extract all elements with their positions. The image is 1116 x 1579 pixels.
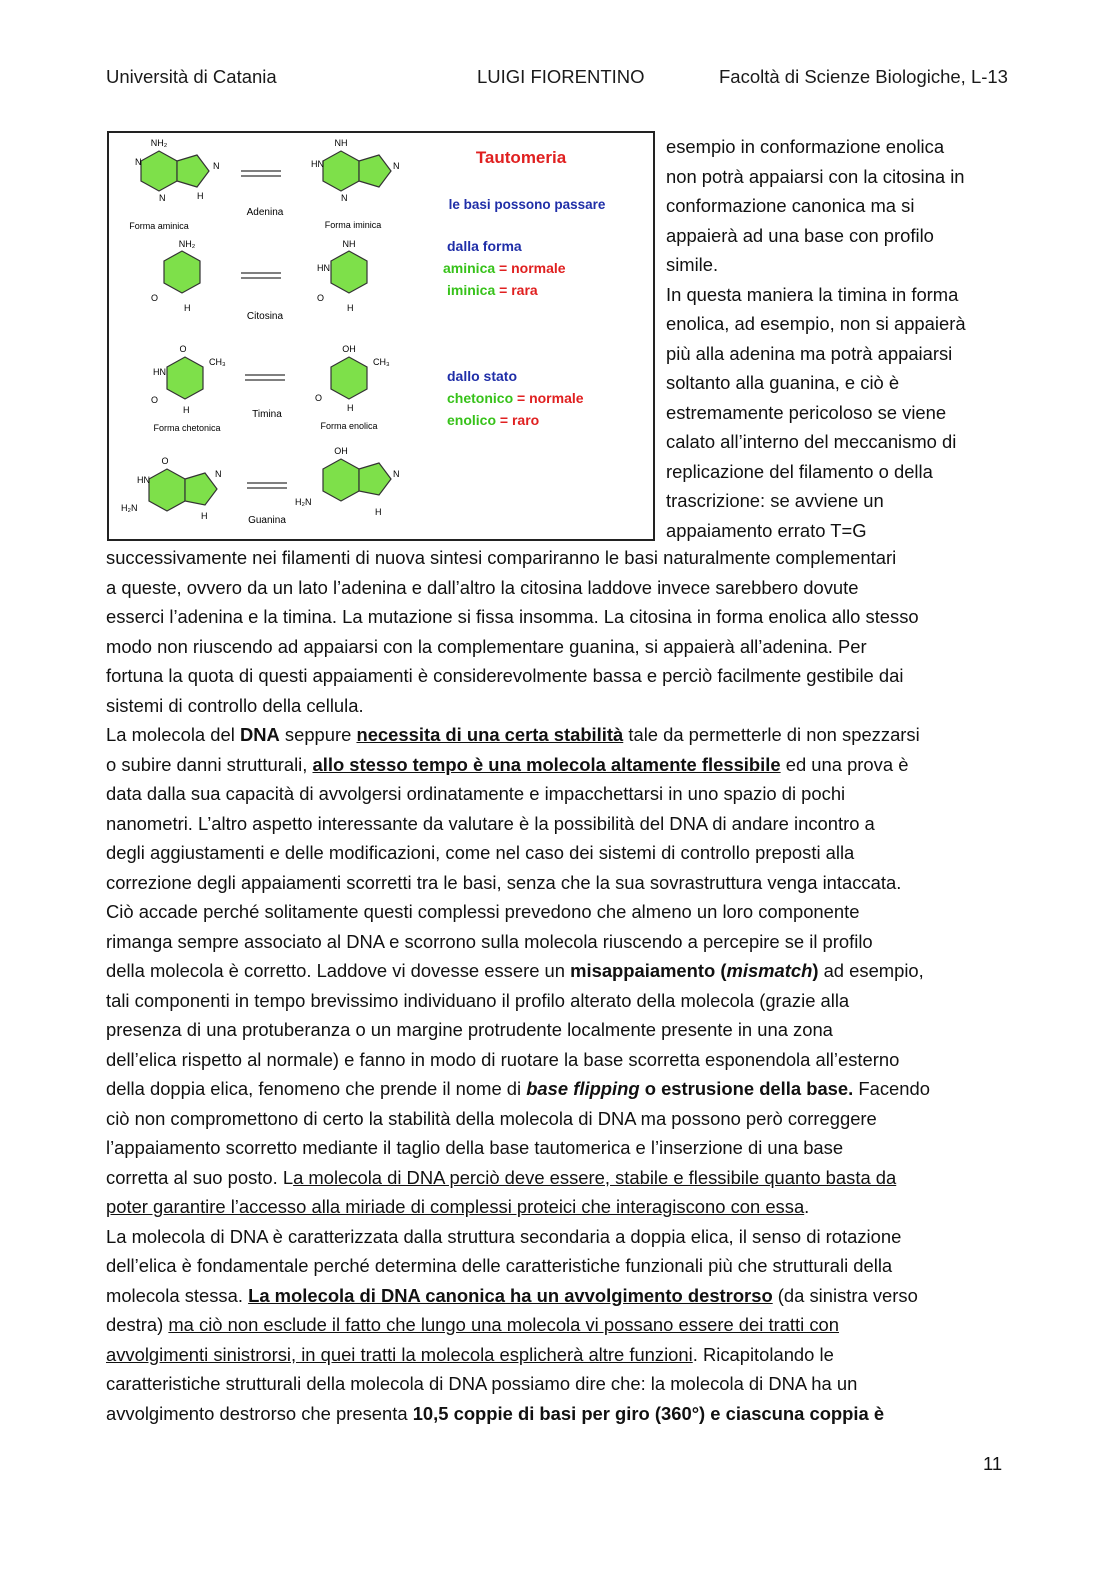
text-line: tali componenti in tempo brevissimo individuano il profilo alterato della molecola (grazie alla: [106, 989, 850, 1011]
text-line: l’appaiamento scorretto mediante il taglio della base tautomerica e l’inserzione di una base: [106, 1137, 844, 1158]
text-line: presenza di una protuberanza o un margine protrudente localmente presente in una zona: [106, 1019, 833, 1040]
text-line: La molecola del DNA seppure necessita di una certa stabilità tale da permetterle di non spezzarsi: [106, 724, 920, 745]
text-line: fortuna la quota di questi appaiamenti è considerevolmente bassa e perciò facilmente gestibile dai: [106, 665, 904, 686]
text-line: rimanga sempre associato al DNA e scorrono sulla molecola riuscendo a percepire se il profilo: [106, 930, 873, 952]
text-line: La molecola di DNA è caratterizzata dalla struttura secondaria a doppia elica, il senso di rotazione: [106, 1225, 902, 1247]
text-line: dell’elica è fondamentale perché determina delle caratteristiche funzionali più che strutturali della: [106, 1255, 893, 1276]
text-line: In questa maniera la timina in forma: [666, 283, 959, 305]
text-line: trascrizione: se avviene un: [666, 490, 884, 511]
svg-text:H₂N: H₂N: [121, 503, 138, 513]
forma-aminica-label: Forma aminica: [129, 221, 189, 231]
svg-text:N: N: [135, 157, 142, 167]
text-line: replicazione del filamento o della: [666, 460, 933, 482]
base-timina: Timina: [252, 409, 282, 420]
text-line: appaiamento errato T=G: [666, 519, 867, 541]
cytosine-amino-structure: [151, 239, 200, 313]
svg-text:CH₃: CH₃: [209, 357, 226, 367]
form-block-line2: aminica = normale: [443, 260, 566, 276]
text-line: della molecola è corretto. Laddove vi dovesse essere un misappaiamento (mismatch) ad esempio,: [106, 960, 924, 981]
svg-text:N: N: [159, 193, 166, 203]
svg-text:N: N: [215, 469, 222, 479]
thymine-enol-structure: [315, 344, 390, 413]
equilibrium-arrow: [245, 375, 285, 380]
svg-text:H: H: [347, 403, 354, 413]
svg-text:N: N: [341, 193, 348, 203]
text-line: dell’elica rispetto al normale) e fanno in modo di ruotare la base scorretta esponendola all’esterno: [106, 1048, 900, 1070]
text-line: della doppia elica, fenomeno che prende il nome di base flipping o estrusione della base. Facendo: [106, 1078, 930, 1099]
svg-text:H: H: [183, 405, 190, 415]
text-line: modo non riuscendo ad appaiarsi con la complementare guanina, si appaierà all’adenina. Per: [106, 635, 867, 657]
base-citosina: Citosina: [246, 311, 284, 322]
text-line: simile.: [666, 254, 719, 275]
base-guanina: Guanina: [248, 515, 286, 526]
paragraph-3: [106, 1222, 1011, 1429]
paragraph-2: [106, 720, 1011, 1222]
svg-text:N: N: [393, 469, 400, 479]
forma-enolica-label: Forma enolica: [320, 421, 378, 431]
atom-label: NH₂: [150, 138, 168, 148]
text-line: degli aggiustamenti e delle modificazioni, come nel caso dei sistemi di controllo preposti alla: [106, 842, 855, 863]
text-line: più alla adenina ma potrà appaiarsi: [666, 342, 953, 364]
header-university: Università di Catania: [106, 66, 277, 87]
state-block-line2: chetonico = normale: [447, 390, 584, 406]
base-adenina: Adenina: [246, 207, 284, 218]
svg-text:OH: OH: [342, 344, 356, 354]
text-line: avvolgimenti sinistrorsi, in quei tratti la molecola esplicherà altre funzioni. Ricapitolando le: [106, 1343, 834, 1365]
svg-text:HN: HN: [153, 367, 166, 377]
adenine-imino-structure: [311, 138, 400, 203]
paragraph-1: [106, 543, 1011, 720]
svg-text:N: N: [393, 161, 400, 171]
text-line: soltanto alla guanina, e ciò è: [666, 372, 900, 393]
svg-text:H: H: [184, 303, 191, 313]
text-line: o subire danni strutturali, allo stesso tempo è una molecola altamente flessibile ed una prova è: [106, 753, 909, 775]
form-block-line3: iminica = rara: [447, 282, 538, 298]
tautomeria-figure: [107, 131, 655, 541]
equilibrium-arrow: [247, 483, 287, 488]
figure-subtitle: le basi possono passare: [448, 197, 606, 212]
text-line: correzione degli appaiamenti scorretti tra le basi, senza che la sua sovrastruttura venga intaccata.: [106, 871, 902, 893]
svg-text:O: O: [179, 344, 187, 354]
svg-text:NH₂: NH₂: [178, 239, 196, 249]
svg-text:O: O: [151, 293, 159, 303]
svg-text:O: O: [151, 395, 159, 405]
svg-text:HN: HN: [311, 159, 324, 169]
body-text: [106, 543, 1011, 1428]
page-number: 11: [983, 1453, 1003, 1474]
cytosine-imino-structure: [317, 239, 367, 313]
text-line: calato all’interno del meccanismo di: [666, 431, 957, 452]
text-line: caratteristiche strutturali della molecola di DNA possiamo dire che: la molecola di DNA ha un: [106, 1373, 858, 1394]
text-line: estremamente pericoloso se viene: [666, 401, 947, 423]
svg-text:HN: HN: [317, 263, 330, 273]
text-line: ciò non compromettono di certo la stabilità della molecola di DNA ma possono però correggere: [106, 1107, 877, 1129]
guanine-enol-structure: [295, 446, 400, 517]
thymine-keto-structure: [151, 344, 226, 415]
svg-text:NH: NH: [334, 138, 348, 148]
svg-text:H₂N: H₂N: [295, 497, 312, 507]
svg-text:H: H: [375, 507, 382, 517]
text-line: successivamente nei filamenti di nuova sintesi compariranno le basi naturalmente complementari: [106, 547, 897, 568]
text-line: data dalla sua capacità di avvolgersi ordinatamente e impacchettarsi in uno spazio di pochi: [106, 783, 846, 804]
svg-text:H: H: [197, 191, 204, 201]
side-column-text: [666, 132, 1011, 545]
svg-text:O: O: [161, 456, 169, 466]
text-line: destra) ma ciò non esclude il fatto che lungo una molecola vi possano essere dei tratti con: [106, 1314, 839, 1335]
text-line: a queste, ovvero da un lato l’adenina e dall’altro la citosina laddove invece sarebbero dovute: [106, 576, 859, 598]
forma-iminica-label: Forma iminica: [324, 220, 382, 230]
svg-text:OH: OH: [334, 446, 348, 456]
adenine-amino-structure: [135, 138, 220, 203]
svg-text:N: N: [213, 161, 220, 171]
svg-text:O: O: [315, 393, 323, 403]
svg-text:O: O: [317, 293, 325, 303]
svg-text:H: H: [347, 303, 354, 313]
text-line: conformazione canonica ma si: [666, 195, 915, 216]
equilibrium-arrow: [241, 171, 281, 176]
text-line: appaierà ad una base con profilo: [666, 224, 934, 246]
header-faculty: Facoltà di Scienze Biologiche, L-13: [719, 66, 1008, 87]
text-line: corretta al suo posto. La molecola di DNA perciò deve essere, stabile e flessibile quanto basta da: [106, 1166, 897, 1188]
text-line: esserci l’adenina e la timina. La mutazione si fissa insomma. La citosina in forma enolica allo stesso: [106, 606, 919, 627]
header-author: LUIGI FIORENTINO: [477, 66, 645, 87]
svg-text:H: H: [201, 511, 208, 521]
text-line: Ciò accade perché solitamente questi complessi prevedono che almeno un loro componente: [106, 901, 860, 922]
tautomeria-diagram: [109, 133, 653, 539]
svg-text:CH₃: CH₃: [373, 357, 390, 367]
text-line: enolica, ad esempio, non si appaierà: [666, 313, 966, 334]
forma-chetonica-label: Forma chetonica: [153, 423, 221, 433]
text-line: avvolgimento destrorso che presenta 10,5 coppie di basi per giro (360°) e ciascuna coppia è: [106, 1402, 885, 1424]
figure-title: Tautomeria: [475, 148, 567, 167]
guanine-keto-structure: [121, 456, 222, 521]
svg-text:NH: NH: [342, 239, 356, 249]
text-line: non potrà appaiarsi con la citosina in: [666, 165, 965, 187]
form-block-line1: dalla forma: [447, 238, 522, 254]
text-line: molecola stessa. La molecola di DNA canonica ha un avvolgimento destrorso (da sinistra verso: [106, 1284, 918, 1306]
text-line: esempio in conformazione enolica: [666, 136, 945, 157]
svg-text:HN: HN: [137, 475, 150, 485]
state-block-line1: dallo stato: [447, 368, 518, 384]
equilibrium-arrow: [241, 273, 281, 278]
text-line: poter garantire l’accesso alla miriade di complessi proteici che interagiscono con essa.: [106, 1196, 810, 1217]
state-block-line3: enolico = raro: [447, 412, 540, 428]
text-line: sistemi di controllo della cellula.: [106, 694, 364, 716]
text-line: nanometri. L’altro aspetto interessante da valutare è la possibilità del DNA di andare incontro a: [106, 812, 875, 834]
